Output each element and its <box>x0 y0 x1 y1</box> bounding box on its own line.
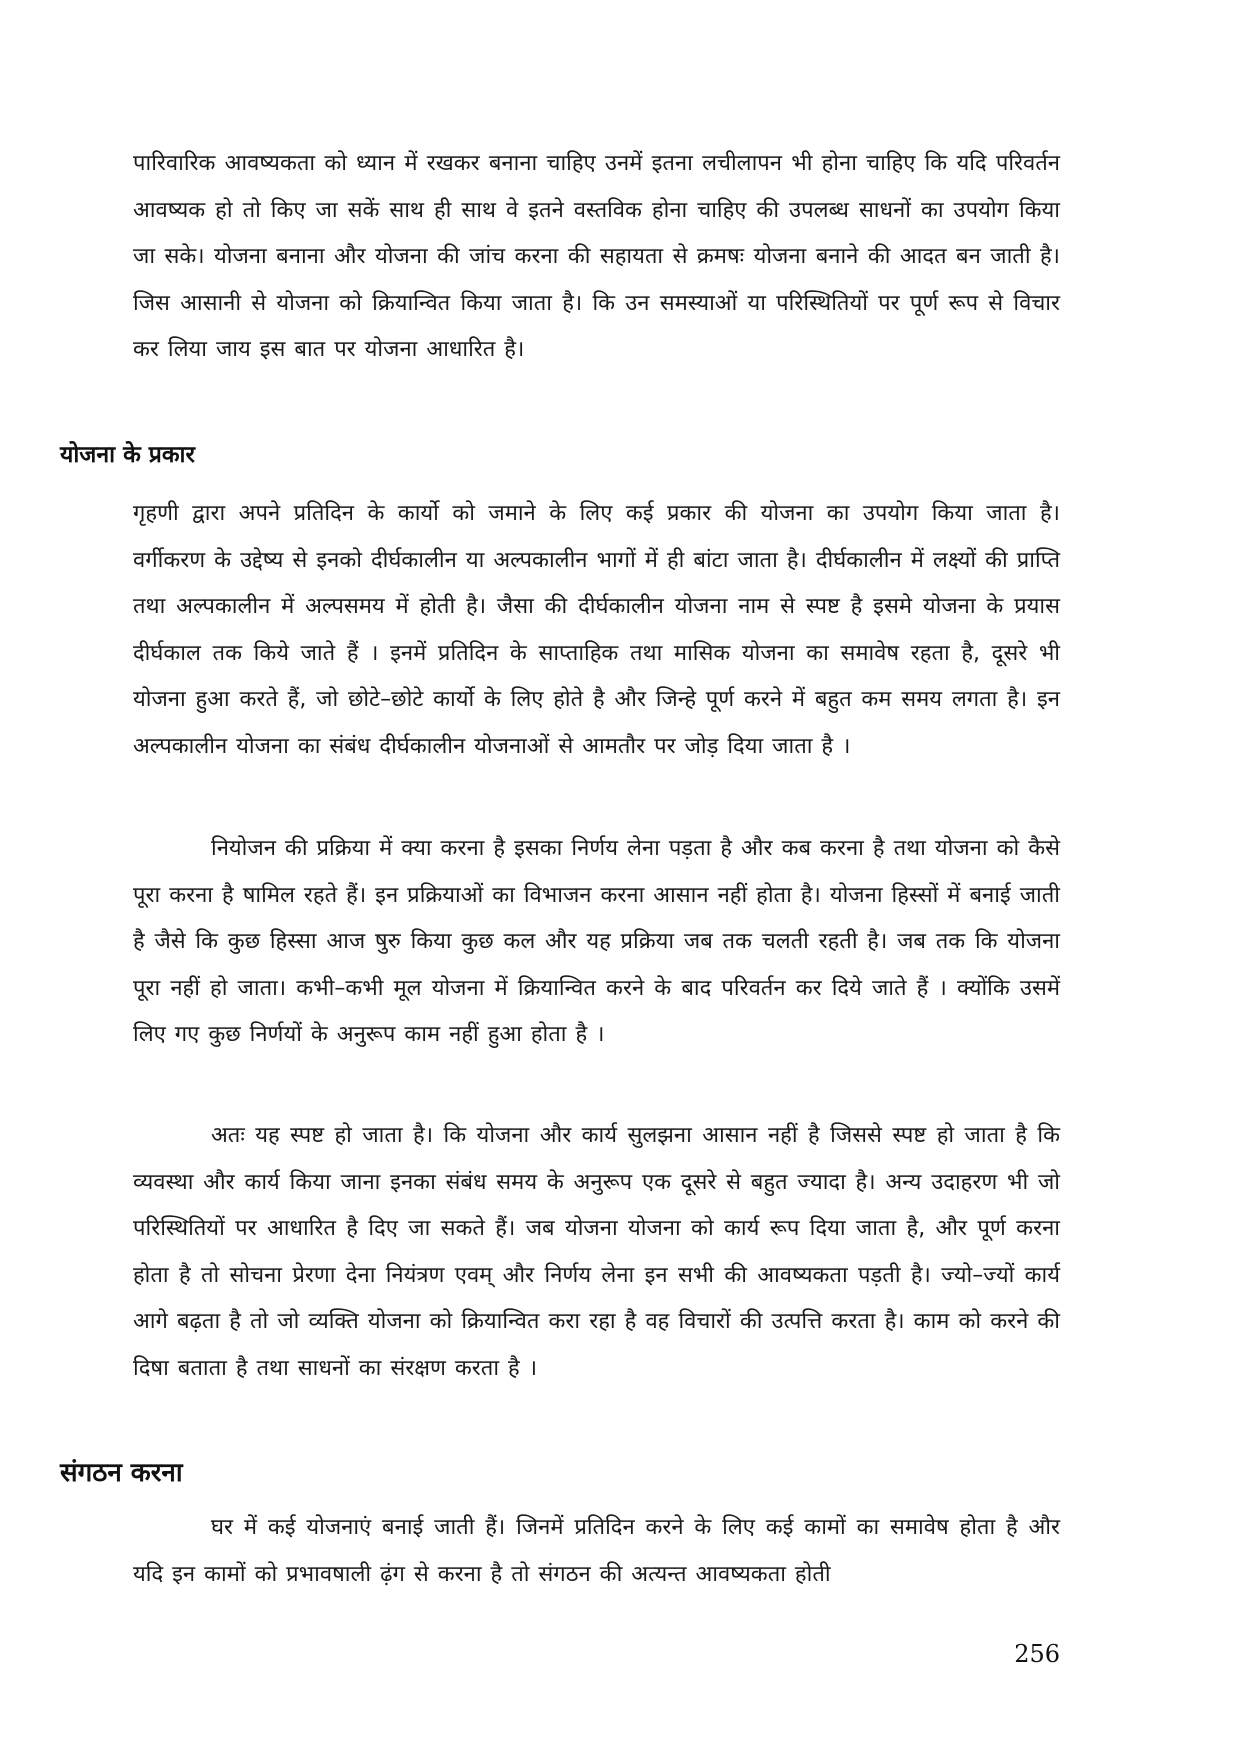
paragraph-planning-types: गृहणी द्वारा अपने प्रतिदिन के कार्यो को जमाने के लिए कई प्रकार की योजना का उपयोग किया जाता है। वर्गीकरण के उद्देष्य से इनको दीर्घकालीन या अल्पकालीन भागों में ही बांटा जाता है। दीर्घकालीन में लक्ष्यों की प्राप्ति तथा अल्पकालीन में अल्पसमय में होती है। जैसा की दीर्घकालीन योजना नाम से स्पष्ट है इसमे योजना के प्रयास दीर्घकाल तक किये जाते हैं । इनमें प्रतिदिन के साप्ताहिक तथा मासिक योजना का समावेष रहता है, दूसरे भी योजना हुआ करते हैं, जो छोटे–छोटे कार्यो के लिए होते है और जिन्हे पूर्ण करने में बहुत कम समय लगता है। इन अल्पकालीन योजना का संबंध दीर्घकालीन योजनाओं से आमतौर पर जोड़ दिया जाता है । <box>133 501 1060 759</box>
page-number: 256 <box>1014 1640 1060 1668</box>
section-heading-organizing: संगठन करना <box>60 1458 183 1488</box>
paragraph-organizing: घर में कई योजनाएं बनाई जाती हैं। जिनमें प्रतिदिन करने के लिए कई कामों का समावेष होता है और यदि इन कामों को प्रभावषाली ढ़ंग से करना है तो संगठन की अत्यन्त आवष्यकता होती <box>133 1515 1060 1587</box>
section-heading-types-of-planning: योजना के प्रकार <box>60 442 195 468</box>
paragraph-planning-conclusion: अतः यह स्पष्ट हो जाता है। कि योजना और कार्य सुलझना आसान नहीं है जिससे स्पष्ट हो जाता है कि व्यवस्था और कार्य किया जाना इनका संबंध समय के अनुरूप एक दूसरे से बहुत ज्यादा है। अन्य उदाहरण भी जो परिस्थितियों पर आधारित है दिए जा सकते हैं। जब योजना योजना को कार्य रूप दिया जाता है, और पूर्ण करना होता है तो सोचना प्रेरणा देना नियंत्रण एवम् और निर्णय लेना इन सभी की आवष्यकता पड़ती है। ज्यो–ज्यों कार्य आगे बढ़ता है तो जो व्यक्ति योजना को क्रियान्वित करा रहा है वह विचारों की उत्पत्ति करता है। काम को करने की दिषा बताता है तथा साधनों का संरक्षण करता है । <box>133 1123 1060 1381</box>
paragraph-planning-process: नियोजन की प्रक्रिया में क्या करना है इसका निर्णय लेना पड़ता है और कब करना है तथा योजना को कैसे पूरा करना है षामिल रहते हैं। इन प्रक्रियाओं का विभाजन करना आसान नहीं होता है। योजना हिस्सों में बनाई जाती है जैसे कि कुछ हिस्सा आज षुरु किया कुछ कल और यह प्रक्रिया जब तक चलती रहती है। जब तक कि योजना पूरा नहीं हो जाता। कभी–कभी मूल योजना में क्रियान्वित करने के बाद परिवर्तन कर दिये जाते हैं । क्योंकि उसमें लिए गए कुछ निर्णयों के अनुरूप काम नहीं हुआ होता है । <box>133 836 1060 1047</box>
paragraph-planning-flexibility: पारिवारिक आवष्यकता को ध्यान में रखकर बनाना चाहिए उनमें इतना लचीलापन भी होना चाहिए कि यदि परिवर्तन आवष्यक हो तो किए जा सकें साथ ही साथ वे इतने वस्तविक होना चाहिए की उपलब्ध साधनों का उपयोग किया जा सके। योजना बनाना और योजना की जांच करना की सहायता से क्रमषः योजना बनाने की आदत बन जाती है। जिस आसानी से योजना को क्रियान्वित किया जाता है। कि उन समस्याओं या परिस्थितियों पर पूर्ण रूप से विचार कर लिया जाय इस बात पर योजना आधारित है। <box>133 151 1060 362</box>
